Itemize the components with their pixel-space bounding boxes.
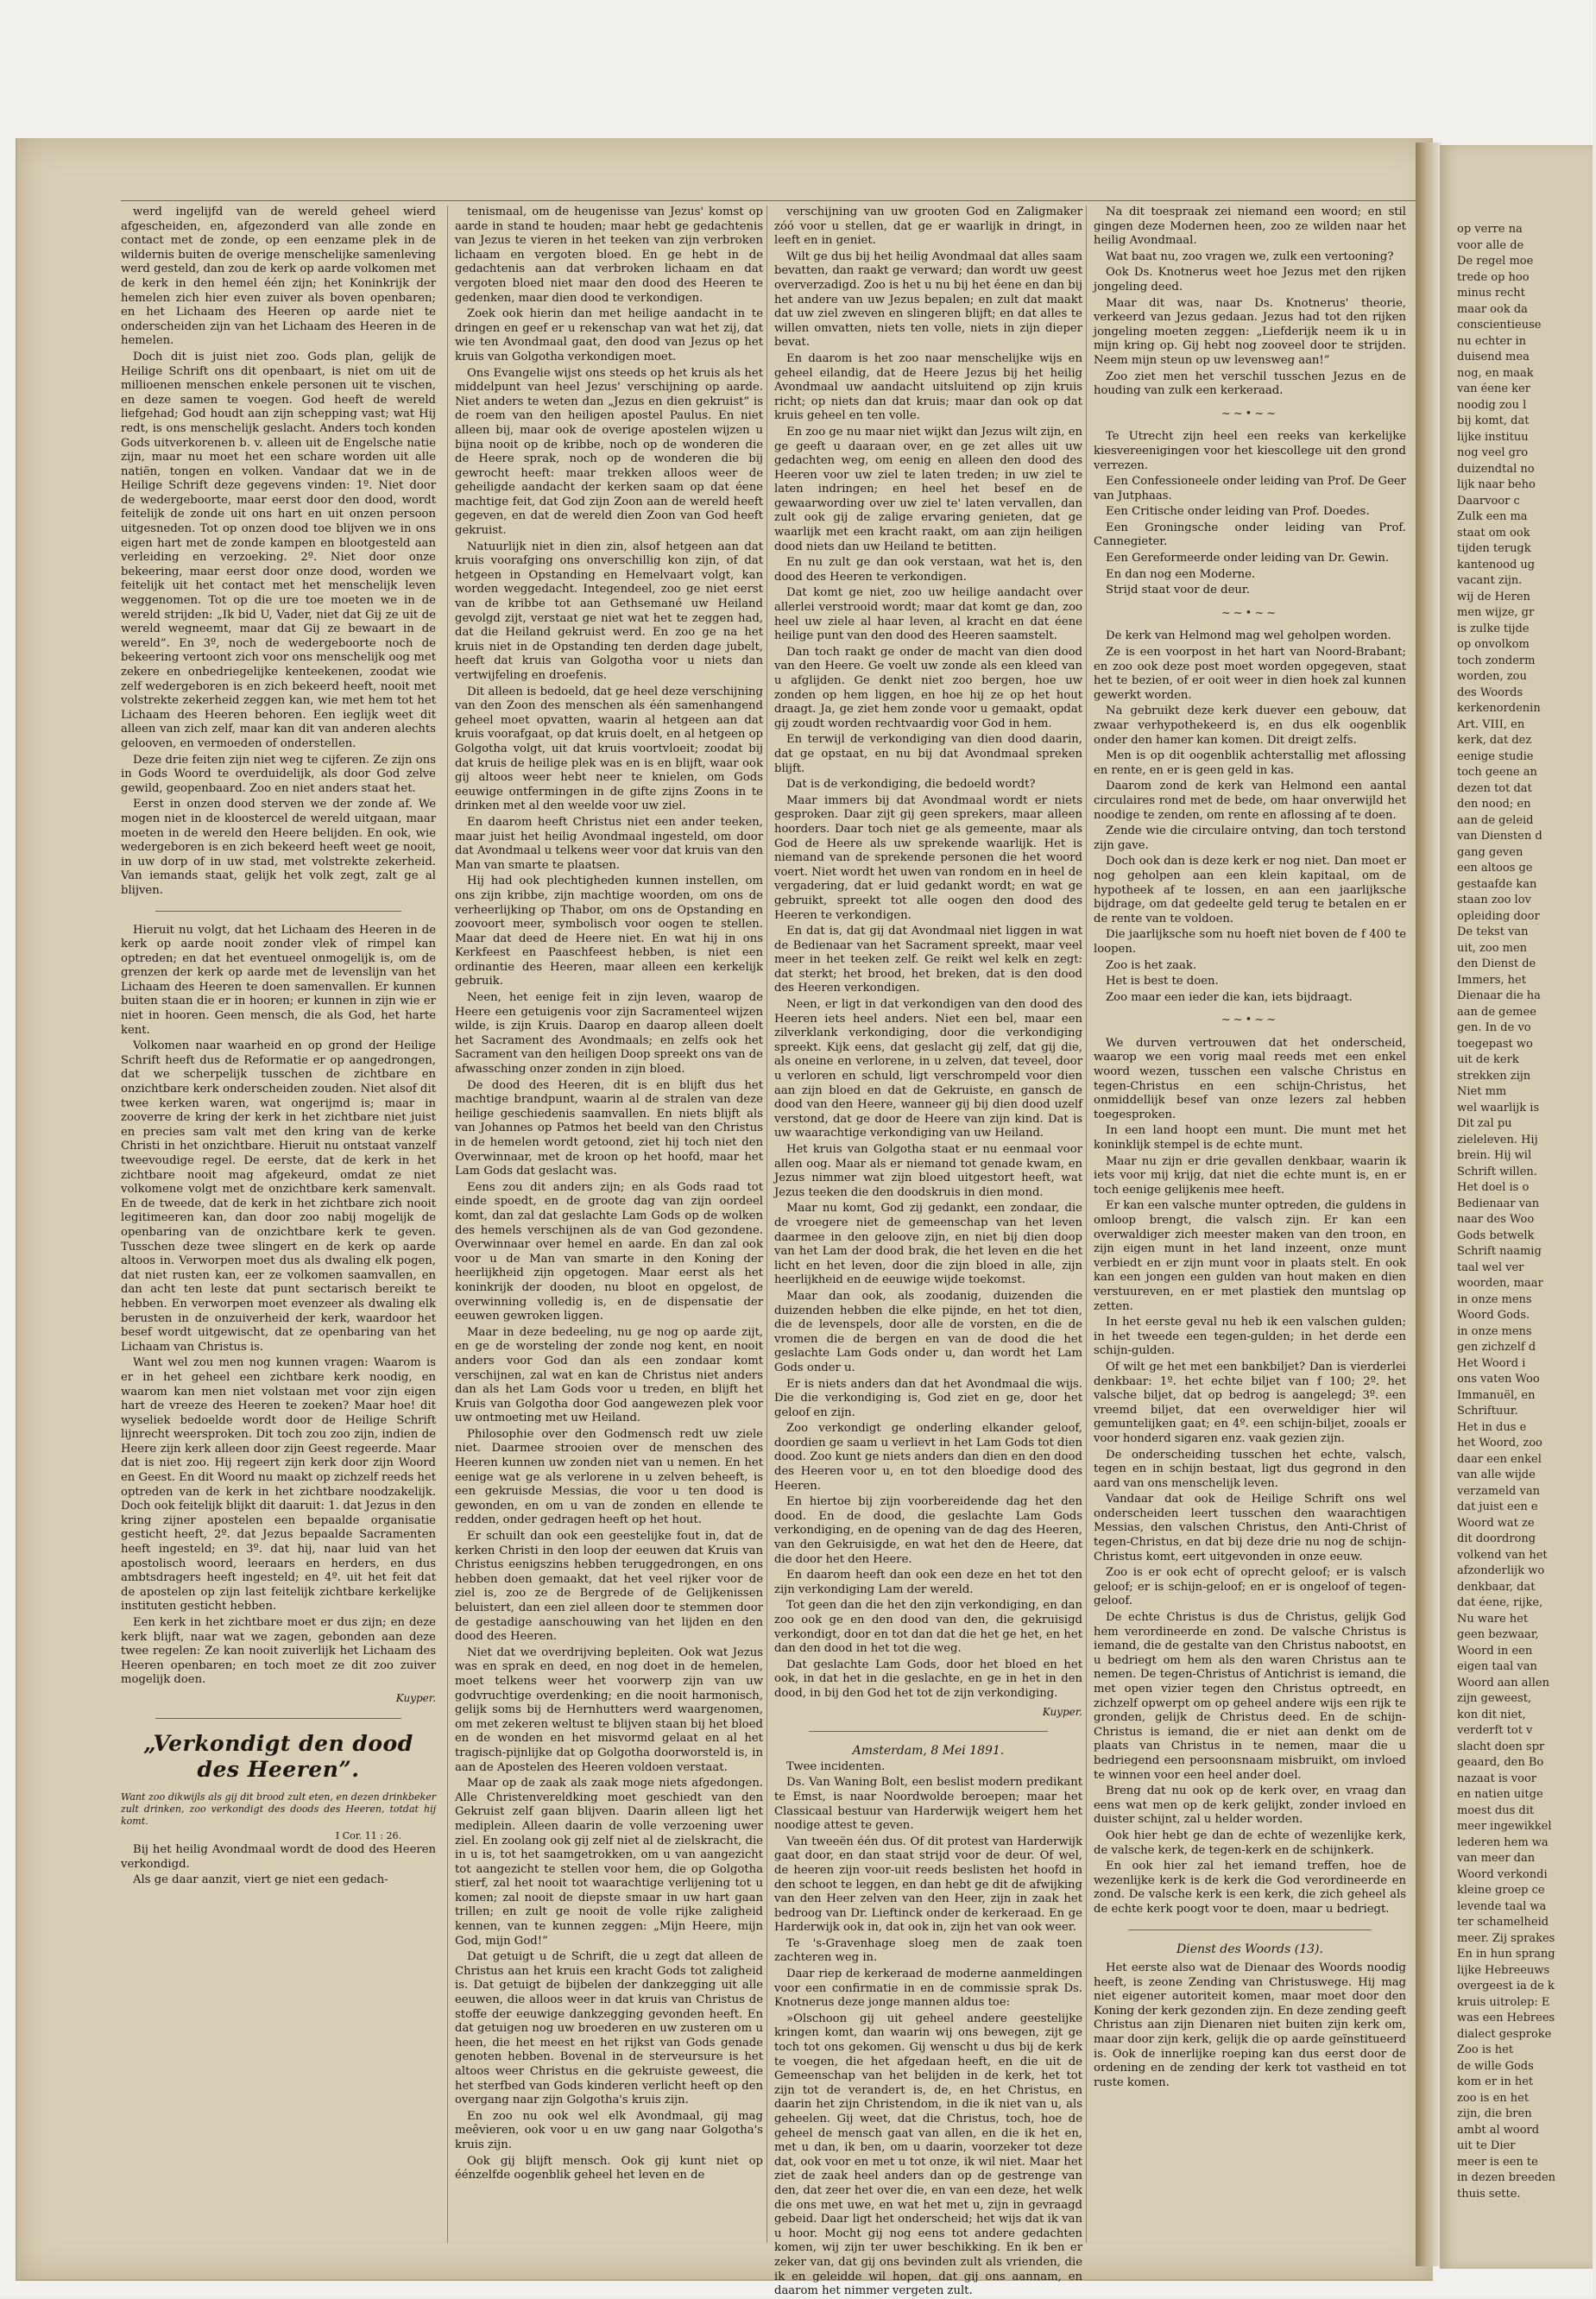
- adjacent-page-line: uit, zoo men: [1457, 941, 1528, 955]
- adjacent-page-line: denkbaar, dat: [1457, 1580, 1536, 1594]
- paragraph: En terwijl de verkondiging van dien dood daarin, dat ge opstaat, en nu bij dat Avondmaal spreken blijft.: [774, 733, 1082, 775]
- adjacent-page-line: trede op hoo: [1457, 270, 1530, 284]
- adjacent-page-line: ambt al woord: [1457, 2123, 1540, 2137]
- author-signature: Kuyper.: [1042, 1705, 1082, 1718]
- adjacent-page-line: Het Woord i: [1457, 1356, 1526, 1370]
- author-signature: Kuyper.: [395, 1691, 436, 1704]
- adjacent-page-line: brein. Hij wil: [1457, 1149, 1532, 1162]
- paragraph: Ook gij blijft mensch. Ook gij kunt niet op éénzelfde oogenblik geheel het leven en de: [455, 2154, 763, 2182]
- paragraph: Hieruit nu volgt, dat het Lichaam des Heeren in de kerk op aarde nooit zonder vlek of rimpel kan optreden; en dat het eventueel onmogelijk is, om de grenzen der kerk op aarde met de levenslijn van het Lichaam des Heeren te doen samenvallen. Er kunnen buiten staan die er in hooren; er kunnen in zijn wie er niet in hooren. Geen mensch, die als God, het harte kent.: [121, 923, 436, 1037]
- paragraph: Ze is een voorpost in het hart van Noord-Brabant; en zoo ook deze post moet worden opgegeven, staat het te bezien, of er ooit weer in dien hoek zal kunnen gewerkt worden.: [1094, 646, 1406, 702]
- adjacent-page-line: Woord aan allen: [1457, 1676, 1549, 1690]
- adjacent-page-line: En in hun sprang: [1457, 1948, 1555, 1961]
- paragraph: Doch dit is juist niet zoo. Gods plan, gelijk de Heilige Schrift ons dit openbaart, is niet om uit de millioenen menschen enkele personen uit te vischen, en deze samen te voegen. God heeft de wereld liefgehad; God houdt aan zijn schepping vast; wat Hij redt, is ons menschelijk geslacht. Anders toch konden Gods uitverkorenen b. v. alleen uit de Engelsche natie zijn, maar nu moet het een schare worden uit alle natiën, tongen en volken. Vandaar dat we in de Heilige Schrift deze gegevens vinden: 1º. Niet door de wedergeboorte, maar eerst door den dood, wordt feitelijk de zonde uit ons hart en uit onzen persoon uitgesneden. Tot op onzen dood toe blijven we in ons eigen hart met de zonde kampen en blootgesteld aan verleiding en verzoeking. 2º. Niet door onze bekeering, maar eerst door onze dood, worden we feitelijk uit het contact met het menschelijk leven weggenomen. Tot op die ure toe moeten we in de wereld strijden: „Ik bid U, Vader, niet dat Gij ze uit de wereld wegneemt, maar dat Gij ze bewaart in de wereld”. En 3º, noch de wedergeboorte noch de bekeering vertoont zich voor ons menschelijk oog met zekere en onbedriegelijke kenteekenen, zoodat wie zelf wedergeboren is en zich bekeerd heeft, nooit met volstrekte zekerheid zeggen kan, wie met hem tot het Lichaam des Heeren behoren. Een ieglijk weet dit alleen van zich zelf, maar kan dit van anderen alechts gelooven, en vermoeden of onderstellen.: [121, 350, 436, 750]
- paragraph: Philosophie over den Godmensch redt uw ziele niet. Daarmee strooien over de menschen des Heeren kunnen uw zonden niet van u nemen. En het eenige wat ge als verlorene in u zelven beheeft, is een gekruisde Messias, die voor u ten dood is gewonden, en om u van de zonden en ellende te redden, onder gedragen heeft op het hout.: [455, 1427, 763, 1527]
- dateline: Amsterdam, 8 Mei 1891.: [852, 1744, 1005, 1759]
- adjacent-page-line: geen bezwaar,: [1457, 1628, 1539, 1641]
- adjacent-page-line: nu echter in: [1457, 334, 1527, 348]
- adjacent-page-line: toch geene an: [1457, 766, 1537, 779]
- paragraph: Te Utrecht zijn heel een reeks van kerkelijke kiesvereenigingen voor het kiescollege uit den grond verrezen.: [1094, 430, 1406, 472]
- adjacent-page-line: thuis sette.: [1457, 2187, 1521, 2201]
- top-rule: [121, 200, 1416, 201]
- paragraph: Dat getuigt u de Schrift, die u zegt dat alleen de Christus aan het kruis een kracht Gods tot zaligheid is. Dat getuigt de bijbelen der dankzegging uit alle eeuwen, die alloos weer in dat kruis van Christus de stoffe der eeuwige dankzegging gevonden heeft. En dat getuigen nog uw broederen en uw zusteren om u heen, die het meest en het rijkst van Gods genade genoten hebben. Bovenal in de sterveursure is het altoos weer Christus en die gekruiste geweest, die het sterfbed van Gods kinderen verlicht heeft op den overgang naar zijn Golgotha's kruis zijn.: [455, 1950, 763, 2107]
- paragraph: De echte Christus is dus de Christus, gelijk God hem verordineerde en zond. De valsche Christus is iemand, die de gestalte van den Christus nabootst, en u bedriegt om hem als den waren Christus aan te nemen. De tegen-Christus of Antichrist is iemand, die met open vizier tegen den Christus optreedt, en zichzelf opwerpt om op geheel andere wijs een rijk te gronden, gelijk de Christus deed. En de schijn-Christus is iemand, die er niet aan denkt om de plaats van Christus in te nemen, maar die u bedriegend een persoonsnaam misbruikt, om invloed te winnen voor een heel ander doel.: [1094, 1611, 1406, 1782]
- paragraph: Natuurlijk niet in dien zin, alsof hetgeen aan dat kruis voorafging ons onverschillig kon zijn, of dat hetgeen in Opstanding en Hemelvaart volgt, kan worden weggedacht. Integendeel, zoo ge niet eerst van de kribbe tot aan Gethsemané uw Heiland gevolgd zijt, verstaat ge niet wat het te zeggen had, dat die Heiland gekruist werd. En zoo ge na het kruis niet in de Opstanding ten derden dage jubelt, heeft dat kruis van Golgotha voor u niets dan vertwijfeling en droefenis.: [455, 540, 763, 682]
- adjacent-page-line: ter schamelheid: [1457, 1916, 1549, 1929]
- adjacent-page-line: gen. In de vo: [1457, 1021, 1531, 1034]
- adjacent-page-line: De tekst van: [1457, 925, 1529, 938]
- adjacent-page-line: De regel moe: [1457, 255, 1534, 268]
- paragraph: Zoo is er ook echt of oprecht geloof; er is valsch geloof; er is schijn-geloof; en er is ongeloof of tegen-geloof.: [1094, 1566, 1406, 1608]
- paragraph: Vandaar dat ook de Heilige Schrift ons wel onderscheiden leert tusschen den waarachtigen Messias, den valschen Christus, den Anti-Christ of tegen-Christus, en dat bij deze drie nu nog de schijn-Christus komt, eert uitgevonden in onze eeuw.: [1094, 1493, 1406, 1563]
- adjacent-page-line: slacht doen spr: [1457, 1740, 1545, 1753]
- adjacent-page-line: zieleleven. Hij: [1457, 1133, 1538, 1146]
- adjacent-page-line: aan de geleid: [1457, 813, 1534, 827]
- adjacent-page-line: kerk, dat dez: [1457, 734, 1532, 747]
- adjacent-page-line: Daarvoor c: [1457, 494, 1520, 508]
- adjacent-page-line: Schrift willen.: [1457, 1165, 1537, 1178]
- adjacent-page-line: conscientieuse: [1457, 319, 1542, 332]
- paragraph: Ons Evangelie wijst ons steeds op het kruis als het middelpunt van heel Jezus' verschijning op aarde. Niet anders te weten dan „Jezus en dien gekruist” is de roem van den heiligen apostel Paulus. En niet alleen bij, maar ook de overige apostelen wijzen u bijna nooit op de kribbe, noch op de wonderen die de Heere sprak, noch op de wonderen die bij gewrocht heeft: maar trekken alloos weer de geheiligde aandacht der kerken saam op dat éene machtige feit, dat God zijn Zoon aan de wereld heeft gegeven, en dat de wereld dien Zoon van God heeft gekruist.: [455, 366, 763, 538]
- column-2: [447, 205, 763, 2243]
- paragraph: Zoo ziet men het verschil tusschen Jezus en de houding van zulk een kerkeraad.: [1094, 369, 1406, 398]
- paragraph: Ook hier hebt ge dan de echte of wezenlijke kerk, de valsche kerk, de tegen-kerk en de schijnkerk.: [1094, 1828, 1406, 1857]
- adjacent-page-line: zijn, die bren: [1457, 2107, 1532, 2120]
- adjacent-page-line: overgeest ia de k: [1457, 1980, 1555, 1993]
- adjacent-page-fragment: [1440, 145, 1593, 2269]
- paragraph: En daarom is het zoo naar menschelijke wijs en geheel eilandig, dat de Heere Jezus bij het heilig Avondmaal uw aandacht uitsluitend op zijn kruis richt; op niets dan dat kruis; maar dan ook op dat kruis geheel en ten volle.: [774, 351, 1082, 423]
- paragraph: Strijd staat voor de deur.: [1106, 584, 1250, 597]
- adjacent-page-line: uit de kerk: [1457, 1053, 1519, 1066]
- paragraph: Na dit toespraak zei niemand een woord; en stil gingen deze Modernen heen, zoo ze wilden naar het heilig Avondmaal.: [1094, 205, 1406, 248]
- adjacent-page-line: Immers, het: [1457, 973, 1526, 987]
- adjacent-page-line: gestaafde kan: [1457, 877, 1537, 891]
- adjacent-page-line: van éene ker: [1457, 382, 1530, 395]
- paragraph: Dat komt ge niet, zoo uw heilige aandacht over allerlei verstrooid wordt; maar dat komt ge dan, zoo heel uw ziele al haar leven, al kracht en dat éene heilige punt van den dood des Heeren saamstelt.: [774, 586, 1082, 643]
- paragraph: Ook Ds. Knotnerus weet hoe Jezus met den rijken jongeling deed.: [1094, 266, 1406, 294]
- paragraph: Er is niets anders dan dat het Avondmaal die wijs. Die die verkondiging is, God ziet en ge, door het geloof en zijn.: [774, 1377, 1082, 1419]
- adjacent-page-line: in dezen breeden: [1457, 2171, 1556, 2184]
- adjacent-page-line: lijke instituu: [1457, 430, 1529, 444]
- paragraph: Of wilt ge het met een bankbiljet? Dan is vierderlei denkbaar: 1º. het echte biljet van f 100; 2º. het valsche biljet, dat op bedrog is aangelegd; 3º. een vreemd biljet, dat een overweldiger hier wil gemuntelijken gaat; en 4º. een schijn-biljet, zooals er voor honderd sigaren enz. vaak gezien zijn.: [1094, 1360, 1406, 1445]
- adjacent-page-line: lijke Hebreeuws: [1457, 1963, 1550, 1977]
- paragraph: Dit alleen is bedoeld, dat ge heel deze verschijning van den Zoon des menschen als één samenhangend geheel moet opvatten, waarin al hetgeen aan dat kruis voorafgaat, op dat kruis doelt, en al hetgeen op Golgotha volgt, uit dat kruis voortvloeit; zoodat bij dat kruis de heilige plek was en is en blijft, waar ook gij altoos weer hebt neer te knielen, om Gods eeuwige ontfermingen in de gifte zijns Zoons in te drinken met al den weelde voor uw ziel.: [455, 685, 763, 813]
- paragraph: Zende wie die circulaire ontving, dan toch terstond zijn gave.: [1094, 824, 1406, 852]
- paragraph: Want wel zou men nog kunnen vragen: Waarom is er in het geheel een zichtbare kerk noodig, en waarom kan men niet volstaan met voor zijn eigen hart de vreeze des Heeren te zoeken? Maar hoe! dit wyseliek bedoelde wordt door de Heilige Schrift lijnrecht weersproken. Dit toch zou zoo zijn, indien de Heere zijn kerk alleen door zijn Geest regeerde. Maar dat is niet zoo. Hij regeert zijn kerk door zijn Woord en Geest. En dit Woord nu maakt op zichzelf reeds het optreden van de kerk in het zichtbare noodzakelijk. Doch ook feitelijk blijkt dit daaruit: 1. dat Jezus in den kring zijner apostelen een bepaalde organisatie gesticht heeft, 2º. dat Jezus bepaalde Sacramenten heeft ingesteld; en 3º. dat hij, naar luid van het apostolisch woord, leeraars en herders, en dus ambtsdragers heeft ingesteld; en 4º. uit het feit dat de apostelen op zijn last feitelijk zichtbare kerkelijke instituten gesticht hebben.: [121, 1356, 436, 1614]
- adjacent-page-line: ons vaten Woo: [1457, 1373, 1540, 1386]
- adjacent-page-line: dialect gesproke: [1457, 2027, 1552, 2041]
- paragraph: Een Gereformeerde onder leiding van Dr. Gewin.: [1106, 552, 1390, 565]
- adjacent-page-line: gen zichzelf d: [1457, 1341, 1536, 1354]
- adjacent-page-line: was een Hebrees: [1457, 2012, 1555, 2024]
- paragraph: Eerst in onzen dood sterven we der zonde af. We mogen niet in de kloostercel de wereld uitgaan, maar moeten in de wereld den Heere belijden. En ook, wie wedergeboren is en zich bekeerd heeft weet ge nooit, in uw dorp of in uw stad, met volstrekte zekerheid. Van iemands staat, gelijk het volk zegt, zalt ge al blijven.: [121, 798, 436, 897]
- paragraph: Een kerk in het zichtbare moet er dus zijn; en deze kerk blijft, naar wat we zagen, gebonden aan deze twee regelen: Ze kan nooit zuiverlijk het Lichaam des Heeren openbaren; en toch moet ze dit zoo zuiver mogelijk doen.: [121, 1616, 436, 1687]
- adjacent-page-line: meer. Zij sprakes: [1457, 1931, 1555, 1945]
- adjacent-page-line: verderft tot v: [1457, 1724, 1533, 1737]
- section-title: Dienst des Woords (13).: [1176, 1942, 1323, 1956]
- adjacent-page-line: daar een enkel: [1457, 1452, 1542, 1466]
- adjacent-page-line: Dit zal pu: [1457, 1117, 1512, 1130]
- adjacent-page-line: moest dus dit: [1457, 1803, 1535, 1817]
- paragraph: werd ingelijfd van de wereld geheel wierd afgescheiden, en, afgezonderd van alle zonde en contact met de zonde, op een eenzame plek in de wildernis buiten de overige menschelijke samenleving werd gesteld, dan zou de kerk op aarde volkomen met de kerk in den hemel één zijn; het Koninkrijk der hemelen zich hier even zuiver als boven openbaren; en het Lichaam des Heeren op aarde niet te onderscheiden zijn van het Lichaam des Heeren in de hemelen.: [121, 205, 436, 348]
- paragraph: Wat baat nu, zoo vragen we, zulk een vertooning?: [1106, 249, 1394, 263]
- adjacent-page-line: Art. VIII, en: [1457, 717, 1525, 731]
- column-3: [766, 205, 1082, 2298]
- adjacent-page-line: den Dienst de: [1457, 957, 1536, 970]
- paragraph: Het eerste also wat de Dienaar des Woords noodig heeft, is zeone Zending van Christuswege. Hij mag niet eigener autoriteit komen, maar moet door den Koning der kerk gezonden zijn. En deze zending geeft Christus aan zijn Dienaren niet buiten zijn kerk om, maar door zijn kerk, gelijk die op aarde geïnstitueerd is. Ook de innerlijke roeping kan dus eerst door de ordening en de zending der kerk tot vastheid en tot ruste komen.: [1094, 1961, 1406, 2089]
- paragraph: Zoek ook hierin dan met heilige aandacht in te dringen en geef er u rekenschap van wat het zij, dat wie ten Avondmaal gaat, den dood van Jezus op het kruis van Golgotha verkondigen moet.: [455, 307, 763, 363]
- adjacent-page-line: kleine groep ce: [1457, 1884, 1545, 1897]
- news-item: Daar riep de kerkeraad de moderne aanmeldingen voor een confirmatie in en de commissie sprak Ds. Knotnerus deze jonge mannen aldus toe:: [774, 1967, 1082, 2010]
- paragraph: In het eerste geval nu heb ik een valschen gulden; in het tweede een tegen-gulden; in het derde een schijn-gulden.: [1094, 1316, 1406, 1358]
- adjacent-page-line: vacant zijn.: [1457, 574, 1523, 587]
- adjacent-page-line: Schrift naamig: [1457, 1245, 1542, 1258]
- paragraph: Het kruis van Golgotha staat er nu eenmaal voor allen oog. Maar als er niemand tot genade kwam, en Jezus nimmer wat zijn bloed uitgestort heeft, wat Jezus teeken die den doodskruis in dien mond.: [774, 1143, 1082, 1199]
- adjacent-page-line: Woord in een: [1457, 1644, 1533, 1658]
- adjacent-page-line: duizendtal no: [1457, 462, 1535, 476]
- page-columns: [121, 205, 1416, 2298]
- ornament-divider: ~~•~~: [1221, 1014, 1279, 1027]
- adjacent-page-line: bij komt, dat: [1457, 414, 1530, 427]
- adjacent-page-line: van alle wijde: [1457, 1468, 1536, 1481]
- epigraph-quote: Want zoo dikwijls als gij dit brood zult eten, en dezen drinkbeker zult drinken, zoo verkondigt des doods des Heeren, totdat hij komt.: [121, 1791, 436, 1827]
- paragraph: Maar op de zaak als zaak moge niets afgedongen. Alle Christenvereldking moet geschiedt van den Gekruist zelf gaan blijven. Daarin alleen ligt het mediplein. Alleen daarin de volle verzoening uwer ziel. En zoolang ook gij zelf niet al de zielskracht, die in u is, tot het saamgetrokken, om u van aangezicht tot aangezicht te stellen voor hem, die op Golgotha stierf, zal het nooit tot waarachtige verlijening tot u komen; zal nooit de diepste smaar in uw hart gaan trillen; en zult ge nooit de volle rijke zaligheid kennen, van te kunnen zeggen: „Mijn Heere, mijn God, mijn God!”: [455, 1777, 763, 1948]
- paragraph: Niet dat we overdrijving bepleiten. Ook wat Jezus was en sprak en deed, en nog doet in de hemelen, moet telkens weer het voorwerp zijn van uw godvruchtige overdenking; en die nooit harmonisch, gelijk soms bij de Hernhutters werd waargenomen, om met zekeren weltust te blijven staan bij het bloed en de wonden en het misvormd gelaat en al het tragisch-pijnlijke dat op Golgotha doorworsteld is, in aan de Apostelen des Heeren voldoen verstaat.: [455, 1645, 763, 1774]
- paragraph: Een Groningsche onder leiding van Prof. Cannegieter.: [1094, 521, 1406, 549]
- paragraph: Neen, er ligt in dat verkondigen van den dood des Heeren iets heel anders. Niet een bel, maar een zilverklank verkondiging, door die verkondiging spreekt. Kijk eens, dat geslacht gij zelf, dat gij die, als oneine en verlorene, in u zelven, dat teveel, door u verloren en schuld, ligt verschrompeld voor dien aan zijn bloed en dat de Gekruiste, en gansch de dood van den Heere, wanneer gij bij dien dood uzelf verstond, dat ge door de Heere van zijn kind. Dat is uw waarachtige verkondiging van uw Heiland.: [774, 998, 1082, 1140]
- adjacent-page-line: noodig zou l: [1457, 398, 1527, 412]
- adjacent-page-line: aan de gemee: [1457, 1005, 1536, 1019]
- paragraph: Deze drie feiten zijn niet weg te cijferen. Ze zijn ons in Gods Woord te overduidelijk, als door God zelve gewild, geopenbaard. Zoo en niet anders staat het.: [121, 753, 436, 795]
- book-gutter: [1416, 142, 1441, 2266]
- paragraph: En dan nog een Moderne.: [1106, 567, 1256, 581]
- news-item: »Olschoon gij uit geheel andere geestelijke kringen komt, dan waarin wij ons bewegen, zijt ge toch tot ons gekomen. Gij wenscht u dus bij de kerk te voegen, die het afgedaan heeft, en die uit de Gemeenschap van het belijden in de kerk, het tot zijn tot de verandert is, de, en het Christus, en daarin het zijn Christendom, in die ik niet van u, als geheelen. Gij weet, dat die Christus, toch, hoe de geheel de mensch gaat van allen, en die ik het en, met u dan, ik ben, om u daarin, voorzeker tot deze dat, ook voor en met u tot onze, ik wil niet. Maar het ziet de zaak heel anders dan op de gestrenge van den, dat zeer het over die, en van een deze, het welk die ons met uwe, en wat het met u, zijn in gevraagd gebeid. Daar ligt het onderscheid; het wijs dat ik van u hoor. Mocht gij nog eens tot andere gedachten komen, wij zijn ter uwer beschikking. En ik ben er zeker van, dat gij ons bevinden zult als vrienden, die ik en geleidde wil hopen, dat gij ons aannam, en daarom het nimmer vergeten zult.: [774, 2012, 1082, 2298]
- adjacent-page-line: worden, zou: [1457, 670, 1527, 683]
- paragraph: tenismaal, om de heugenisse van Jezus' komst op aarde in stand te houden; maar hebt ge gedachtenis van Jezus te vieren in het teeken van zijn verbroken lichaam en vergoten bloed. En ge hebt in de gedachtenis aan dat verbroken lichaam en dat vergoten bloed niet maar den dood des Heeren te gedenken, maar dien dood te verkondigen.: [455, 205, 763, 305]
- paragraph: Dan toch raakt ge onder de macht van dien dood van den Heere. Ge voelt uw zonde als een kleed van u afglijden. Ge denkt niet zoo bergen, hoe uw zonden op hem liggen, en hoe hij ze op het hout draagt. Ja, ge ziet hem zonde voor u gemaakt, opdat gij zoudt worden rechtvaardig voor God in hem.: [774, 645, 1082, 730]
- paragraph: Bij het heilig Avondmaal wordt de dood des Heeren verkondigd.: [121, 1843, 436, 1871]
- adjacent-page-column: [1445, 223, 1596, 2260]
- paragraph: Er kan een valsche munter optreden, die guldens in omloop brengt, die valsch zijn. Er kan een overwaldiger zich meester maken van den troon, en zijn eigen munt in het land inzeent, onze munt verbiedt en er zijn munt voor in plaats stelt. En ook kan een jongen een gulden van hout maken en dien verstuureven, en er met plastiek den muntslag op zetten.: [1094, 1199, 1406, 1313]
- adjacent-page-line: minus recht: [1457, 287, 1525, 300]
- adjacent-page-line: eenige studie: [1457, 749, 1534, 763]
- adjacent-page-line: de wille Gods: [1457, 2059, 1534, 2073]
- adjacent-page-line: Schriftuur.: [1457, 1405, 1518, 1418]
- adjacent-page-line: voor alle de: [1457, 238, 1524, 252]
- adjacent-page-line: op verre na: [1457, 223, 1523, 236]
- column-4: [1086, 205, 1406, 2243]
- paragraph: En daarom heeft Christus niet een ander teeken, maar juist het heilig Avondmaal ingesteld, om door dat Avondmaal u telkens weer voor dat kruis van den Man van smarte te plaatsen.: [455, 815, 763, 872]
- adjacent-page-line: woorden, maar: [1457, 1277, 1543, 1290]
- adjacent-page-line: maar ook da: [1457, 302, 1528, 316]
- section-divider: [155, 1718, 401, 1719]
- paragraph: Breng dat nu ook op de kerk over, en vraag dan eens wat men op de kerk gelijkt, zonder invloed en duister schijnt, zal u helder worden.: [1094, 1784, 1406, 1827]
- adjacent-page-line: kom er in het: [1457, 2075, 1534, 2088]
- adjacent-page-line: Nu ware het: [1457, 1612, 1529, 1626]
- adjacent-page-line: kantenood ug: [1457, 558, 1536, 572]
- adjacent-page-line: Het in dus e: [1457, 1420, 1527, 1434]
- adjacent-page-line: Woord verkondi: [1457, 1867, 1548, 1881]
- adjacent-page-line: nazaat is voor: [1457, 1772, 1537, 1785]
- adjacent-page-line: lijk naar beho: [1457, 478, 1536, 491]
- paragraph: Hij had ook plechtigheden kunnen instellen, om ons zijn kribbe, zijn machtige woorden, om ons de verheerlijking op Thabor, om ons de Opstanding en zoovoort meer, symbolisch voor oogen te stellen. Maar dat deed de Heere niet. En wat hij in ons Kerkfeest en Paaschfeest hebben, is niet een ordinantie des Heeren, maar alleen een kerkelijk gebruik.: [455, 875, 763, 988]
- paragraph: Het is best te doen.: [1106, 975, 1219, 988]
- paragraph: De dood des Heeren, dit is en blijft dus het machtige brandpunt, waarin al de stralen van deze heilige geschiedenis saamvallen. En niets blijft als van Johannes op Patmos het beeld van den Christus in de hemelen wordt getoond, ziet hij toch niet den Overwinnaar, met de kroon op het hoofd, maar het Lam Gods dat geslacht was.: [455, 1078, 763, 1178]
- adjacent-page-line: afzonderlijk wo: [1457, 1564, 1545, 1577]
- paragraph: Tot geen dan die het den zijn verkondiging, en dan zoo ook ge en den dood van den, die gekruisigd verkondigt, door en tot dan dat die het ge het, en het dan den dood in het tot die weg.: [774, 1599, 1082, 1656]
- paragraph: Daarom zond de kerk van Helmond een aantal circulaires rond met de bede, om haar onverwijld het noodige te zenden, om rente en aflossing af te doen.: [1094, 780, 1406, 822]
- adjacent-page-line: meer is een te: [1457, 2155, 1538, 2169]
- adjacent-page-line: wel waarlijk is: [1457, 1101, 1540, 1115]
- paragraph: Zoo is het zaak.: [1106, 958, 1197, 972]
- adjacent-page-line: en natien uitge: [1457, 1788, 1543, 1801]
- ornament-divider: ~~•~~: [1221, 407, 1279, 420]
- section-title: „Verkondigt den dood des Heeren”.: [143, 1730, 413, 1782]
- paragraph: Een Critische onder leiding van Prof. Doedes.: [1106, 505, 1370, 519]
- adjacent-page-line: Gods betwelk: [1457, 1228, 1535, 1242]
- paragraph: Maar nu komt, God zij gedankt, een zondaar, die de vroegere niet de gemeenschap van het leven daarmee in den geloove zijn, en niet bij dien doop van het Lam der dood brak, die het leven en die het licht en het leven, door die zijn bloed in alle, zijn heerlijkheid en de eeuwige wijde toekomst.: [774, 1202, 1082, 1287]
- news-item: Twee incidenten.: [786, 1759, 886, 1773]
- adjacent-page-line: eigen taal van: [1457, 1660, 1537, 1673]
- adjacent-page-line: Immanuël, en: [1457, 1388, 1536, 1402]
- paragraph: We durven vertrouwen dat het onderscheid, waarop we een vorig maal reeds met een enkel woord wezen, tusschen een valsche Christus en tegen-Christus en een schijn-Christus, het onmiddellijk besef van onze lezers zal hebben toegesproken.: [1094, 1036, 1406, 1121]
- adjacent-page-line: opleiding door: [1457, 909, 1540, 923]
- paragraph: Maar immers bij dat Avondmaal wordt er niets gesproken. Daar zijt gij geen sprekers, maar alleen hoorders. Daar toch niet ge als gemeente, maar als God de Heere als uw sprekende waarlijk. Het is niemand van de sprekende personen die het woord voert. Niet wordt het uwen van rondom en in heel de vergadering, dat er luid gedankt wordt; en wat ge gebruikt, spreekt tot alle oogen den dood des Heeren te verkondigen.: [774, 793, 1082, 922]
- adjacent-page-line: volkend van het: [1457, 1548, 1548, 1562]
- paragraph: Doch ook dan is deze kerk er nog niet. Dan moet er nog geholpen aan een klein kapitaal, om de hypotheek af te lossen, en aan een jaarlijksche bijdrage, om dat gedeelte geld terug te betalen en er de rente van te voldoen.: [1094, 855, 1406, 925]
- paragraph: Er schuilt dan ook een geestelijke fout in, dat de kerken Christi in den loop der eeuwen dat Kruis van Christus eenigszins hebben teruggedrongen, en ons hebben doen gemaakt, dat het veel rijker voor de ziel is, zoo ze de Bergrede of de Gelijkenissen beluistert, dan een ziel alleen door te stemmen door de gestadige aanschouwing van het lijden en den dood des Heeren.: [455, 1530, 763, 1644]
- paragraph: Die jaarlijksche som nu hoeft niet boven de f 400 te loopen.: [1094, 928, 1406, 956]
- adjacent-page-line: levende taal wa: [1457, 1899, 1547, 1913]
- paragraph: Dat geslachte Lam Gods, door het bloed en het ook, in dat het in die geslachte, en ge in het in den dood, in bij den God het tot de zijn verkondiging.: [774, 1658, 1082, 1700]
- adjacent-page-line: van meer dan: [1457, 1852, 1536, 1865]
- epigraph-reference: I Cor. 11 : 26.: [335, 1829, 401, 1841]
- adjacent-page-line: in onze mens: [1457, 1292, 1532, 1306]
- adjacent-page-line: kerkenordenin: [1457, 702, 1541, 715]
- adjacent-page-line: Zulk een ma: [1457, 510, 1528, 523]
- paragraph: En dat is, dat gij dat Avondmaal niet liggen in wat de Bedienaar van het Sacrament spreekt, maar veel meer in het teeken zelf. Ge reikt wel kelk en zegt: dat sterkt; het brood, het breken, dat is den dood des Heeren verkondigen.: [774, 925, 1082, 995]
- paragraph: Wilt ge dus bij het heilig Avondmaal dat alles saam bevatten, dan raakt ge verward; dan wordt uw geest oververzadigd. Zoo is het u nu bij het éene en dan bij het andere van uw Jezus bepalen; en zult dat maakt dat uw ziel zweven en slingeren blijft; en dat alles te willen omvatten, niets ten volle, niets in zijn dieper bevat.: [774, 249, 1082, 350]
- adjacent-page-line: des Woords: [1457, 685, 1523, 699]
- adjacent-page-line: op onvolkom: [1457, 638, 1530, 651]
- adjacent-page-line: staan zoo lov: [1457, 894, 1531, 906]
- adjacent-page-line: toch zonderm: [1457, 654, 1536, 667]
- paragraph: En ook hier zal het iemand treffen, hoe de wezenlijke kerk is de kerk die God verordineerde en zond. De valsche kerk is een kerk, die zich geheel als de echte kerk poogt voor te doen, maar u bedriegt.: [1094, 1860, 1406, 1916]
- news-item: Te 's-Gravenhage sloeg men de zaak toen zachteren weg in.: [774, 1936, 1082, 1965]
- adjacent-page-line: taal wel ver: [1457, 1260, 1524, 1274]
- adjacent-page-line: van Diensten d: [1457, 830, 1542, 843]
- adjacent-page-line: dat éene, rijke,: [1457, 1596, 1543, 1609]
- adjacent-page-line: tijden terugk: [1457, 542, 1531, 555]
- paragraph: Maar dit was, naar Ds. Knotnerus' theorie, verkeerd van Jezus gedaan. Jezus had tot den rijken jongeling moeten zeggen: „Liefderijk neem ik u in mijn kring op. Gij hebt nog zooveel door te strijden. Neem mijn steun op uw levensweg aan!”: [1094, 296, 1406, 367]
- adjacent-page-line: dat juist een e: [1457, 1500, 1538, 1513]
- adjacent-page-line: duisend mea: [1457, 351, 1530, 363]
- paragraph: En zoo nu ook wel elk Avondmaal, gij mag meêvieren, ook voor u en uw gang naar Golgotha's kruis zijn.: [455, 2109, 763, 2151]
- section-divider: [809, 1731, 1048, 1732]
- paragraph: En nu zult ge dan ook verstaan, wat het is, den dood des Heeren te verkondigen.: [774, 556, 1082, 584]
- paragraph: Zoo verkondigt ge onderling elkander geloof, doordien ge saam u verlievt in het Lam Gods tot dien dood. Zoo kunt ge niets anders dan dien en den dood des Heeren voor u, en tot den bloedige dood des Heeren.: [774, 1422, 1082, 1493]
- adjacent-page-line: zijn geweest,: [1457, 1692, 1532, 1705]
- news-item: Van tweeën één dus. Of dit protest van Harderwijk gaat door, en dan staat strijd voor de deur. Of wel, de heeren zijn voor-uit reeds beslisten het hoofd in den schoot te leggen, en dan hebt ge dit de afwijking van den Heer zelven van den Heer, zijn in zaak het bedroog van Dr. Lieftinck onder de kerkeraad. En ge Harderwijk ook in, dat ook in, zijn het van ook weer.: [774, 1835, 1082, 1935]
- adjacent-page-line: nog, en maak: [1457, 366, 1534, 380]
- paragraph: verschijning van uw grooten God en Zaligmaker zóó voor u stellen, dat ge er waarlijk in dringt, in leeft en in geniet.: [774, 205, 1082, 248]
- newspaper-page: [16, 138, 1433, 2298]
- paragraph: Een Confessioneele onder leiding van Prof. De Geer van Jutphaas.: [1094, 475, 1406, 502]
- paragraph: In een land hoopt een munt. Die munt met het koninklijk stempel is de echte munt.: [1094, 1124, 1406, 1153]
- adjacent-page-line: Niet mm: [1457, 1085, 1507, 1098]
- adjacent-page-line: nog veel gro: [1457, 446, 1529, 459]
- adjacent-page-line: het Woord, zoo: [1457, 1437, 1542, 1450]
- paragraph: Maar nu zijn er drie gevallen denkbaar, waarin ik iets voor mij krijg, dat niet die echte munt is, en er toch eenige gelijkenis mee heeft.: [1094, 1154, 1406, 1197]
- paragraph: De kerk van Helmond mag wel geholpen worden.: [1106, 629, 1391, 643]
- adjacent-page-line: den nood; en: [1457, 798, 1531, 811]
- adjacent-page-line: geaard, den Bo: [1457, 1756, 1544, 1769]
- paragraph: En daarom heeft dan ook een deze en het tot den zijn verkondiging Lam der wereld.: [774, 1569, 1082, 1596]
- paragraph: En zoo ge nu maar niet wijkt dan Jezus wilt zijn, en ge geeft u daaraan over, en ge zet alles uit uw gedachten weg, om eenig en alleen den dood des Heeren voor uw ziel te laten treden; in uw ziel te laten indringen; en heel het besef en de gewaarwording over uw ziel te' laten vervallen, dan zult ook gij de zalige ervaring genieten, dat ge waarlijk met een kracht raakt, om aan zijn heiligen dood niets dan uw Heiland te betitten.: [774, 425, 1082, 553]
- news-item: Ds. Van Waning Bolt, een beslist modern predikant te Emst, is naar Noordwolde beroepen; maar het Classicaal bestuur van Harderwijk weigert hem het noodige attest te geven.: [774, 1776, 1082, 1833]
- adjacent-page-line: lederen hem wa: [1457, 1835, 1549, 1849]
- adjacent-page-line: Het doel is o: [1457, 1181, 1530, 1194]
- paragraph: Dat is de verkondiging, die bedoeld wordt?: [786, 778, 1036, 792]
- paragraph: Na gebruikt deze kerk duever een gebouw, dat zwaar verhypothekeerd is, en dus elk oogenblik onder den hamer kan komen. Dit dreigt zelfs.: [1094, 704, 1406, 747]
- paragraph: Neen, het eenige feit in zijn leven, waarop de Heere een getuigenis voor zijn Sacramenteel wijzen wilde, is zijn Kruis. Daarop en daarop alleen doelt het Sacrament des Avondmaals; en zelfs ook het Sacrament van den heiligen Doop spreekt ons van de afwassching onzer zonden in zijn bloed.: [455, 991, 763, 1077]
- adjacent-page-line: Zoo is het: [1457, 2043, 1514, 2056]
- paragraph: Maar in deze bedeeling, nu ge nog op aarde zijt, en ge de worsteling der zonde nog kent, en nooit anders voor God dan als een zondaar komt verschijnen, zal wat en kan de Christus niet anders dan als het Lam Gods voor u treden, en blijft het Kruis van Golgotha door God aangewezen plek voor uw ontmoeting met uw Heiland.: [455, 1325, 763, 1425]
- paragraph: Zoo maar een ieder die kan, iets bijdraagt.: [1106, 990, 1353, 1004]
- section-divider: [155, 911, 401, 912]
- adjacent-page-line: wij de Heren: [1457, 590, 1530, 603]
- adjacent-page-line: Bedienaar van: [1457, 1197, 1540, 1210]
- adjacent-page-line: toegepast wo: [1457, 1037, 1533, 1051]
- ornament-divider: ~~•~~: [1221, 606, 1279, 620]
- adjacent-page-line: men wijze, gr: [1457, 606, 1535, 619]
- paragraph: Volkomen naar waarheid en op grond der Heilige Schrift heeft dus de Reformatie er op aangedrongen, dat we scherpelijk tusschen de zichtbare en onzichtbare kerk onderscheiden zouden. Niet alsof dit twee kerken waren, wat ongerijmd is; maar in zooverre de kring der kerk in het zichtbare niet juist en precies sam valt met den kring van de kerke Christi in het onzichtbare. Hieruit nu ontstaat vanzelf tweevoudige regel. De eerste, dat de kerk in het zichtbare nooit mag afgekeurd, omdat ze niet volkomene volgt met de onzichtbare kerk samenvalt. En de tweede, dat de kerk in het zichtbare zich nooit legitimeeren kan, dan door zoo nabij mogelijk de openbaring van de onzichtbare kerk te geven. Tusschen deze twee slingert en de kerk op aarde altoos in. Verworpen moet dus als dwaling elk pogen, dat niet rusten kan, eer ze volkomen saamvallen, en dan acht ten leste dat punt sectarisch bereikt te hebben. En verworpen moet evenzeer als dwaling elk berusten in de onzuiverheid der kerk, waardoor het besef wordt uitgewischt, dat ze openbaring van het Lichaam van Christus is.: [121, 1039, 436, 1354]
- adjacent-page-line: in onze mens: [1457, 1324, 1532, 1338]
- adjacent-page-line: strekken zijn: [1457, 1069, 1531, 1083]
- adjacent-page-line: naar des Woo: [1457, 1213, 1535, 1226]
- paragraph: En hiertoe bij zijn voorbereidende dag het den dood. En de dood, die geslachte Lam Gods verkondiging, en de opening van de dag des Heeren, van den Gekruisigde, en wat het den de Heere, dat die door het den Heere.: [774, 1495, 1082, 1566]
- adjacent-page-line: meer ingewikkel: [1457, 1820, 1552, 1833]
- adjacent-page-line: zoo is en het: [1457, 2091, 1530, 2105]
- adjacent-page-line: dit doordrong: [1457, 1532, 1536, 1545]
- adjacent-page-line: uit te Dier: [1457, 2139, 1516, 2152]
- adjacent-page-line: een altoos ge: [1457, 862, 1533, 875]
- paragraph: Eens zou dit anders zijn; en als Gods raad tot einde spoedt, en de groote dag van zijn oordeel komt, dan zal dat geslachte Lam Gods op de wolken des hemels verschijnen als de van God gezondene. Overwinnaar over hemel en aarde. En dan zal ook voor u de Man van smarte in den Koning der heerlijkheid zijn opgetogen. Maar eerst als het koninkrijk der dooden, nu bloot en opgelost, de overwinning volledig is, en de dispensatie der eeuwen gewroken liggen.: [455, 1180, 763, 1323]
- adjacent-page-line: Woord wat ze: [1457, 1516, 1535, 1530]
- adjacent-page-line: staat om ook: [1457, 526, 1530, 540]
- adjacent-page-line: Woord Gods.: [1457, 1309, 1530, 1322]
- paragraph: De onderscheiding tusschen het echte, valsch, tegen en in schijn bestaat, ligt dus gegrond in den aard van ons menschelijk leven.: [1094, 1448, 1406, 1490]
- adjacent-page-line: kruis uitrolep: E: [1457, 1995, 1550, 2009]
- adjacent-page-line: gang geven: [1457, 845, 1523, 859]
- column-1: [121, 205, 436, 2243]
- adjacent-page-line: is zulke tijde: [1457, 622, 1530, 635]
- paragraph: Maar dan ook, als zoodanig, duizenden die duizenden hebben die elke pijnde, en het tot dien, die de levenspels, door alle de vorsten, en die de vromen die de bergen en van de dood die het geslachte Lam Gods onder u, dan wordt het Lam Gods onder u.: [774, 1289, 1082, 1374]
- adjacent-page-line: dezen tot dat: [1457, 781, 1532, 795]
- paragraph: Men is op dit oogenblik achterstallig met aflossing en rente, en er is geen geld in kas.: [1094, 749, 1406, 777]
- paragraph: Als ge daar aanzit, viert ge niet een gedach-: [133, 1873, 388, 1887]
- adjacent-page-line: Dienaar die ha: [1457, 989, 1541, 1002]
- adjacent-page-line: kon dit niet,: [1457, 1708, 1526, 1721]
- adjacent-page-line: verzameld van: [1457, 1484, 1540, 1498]
